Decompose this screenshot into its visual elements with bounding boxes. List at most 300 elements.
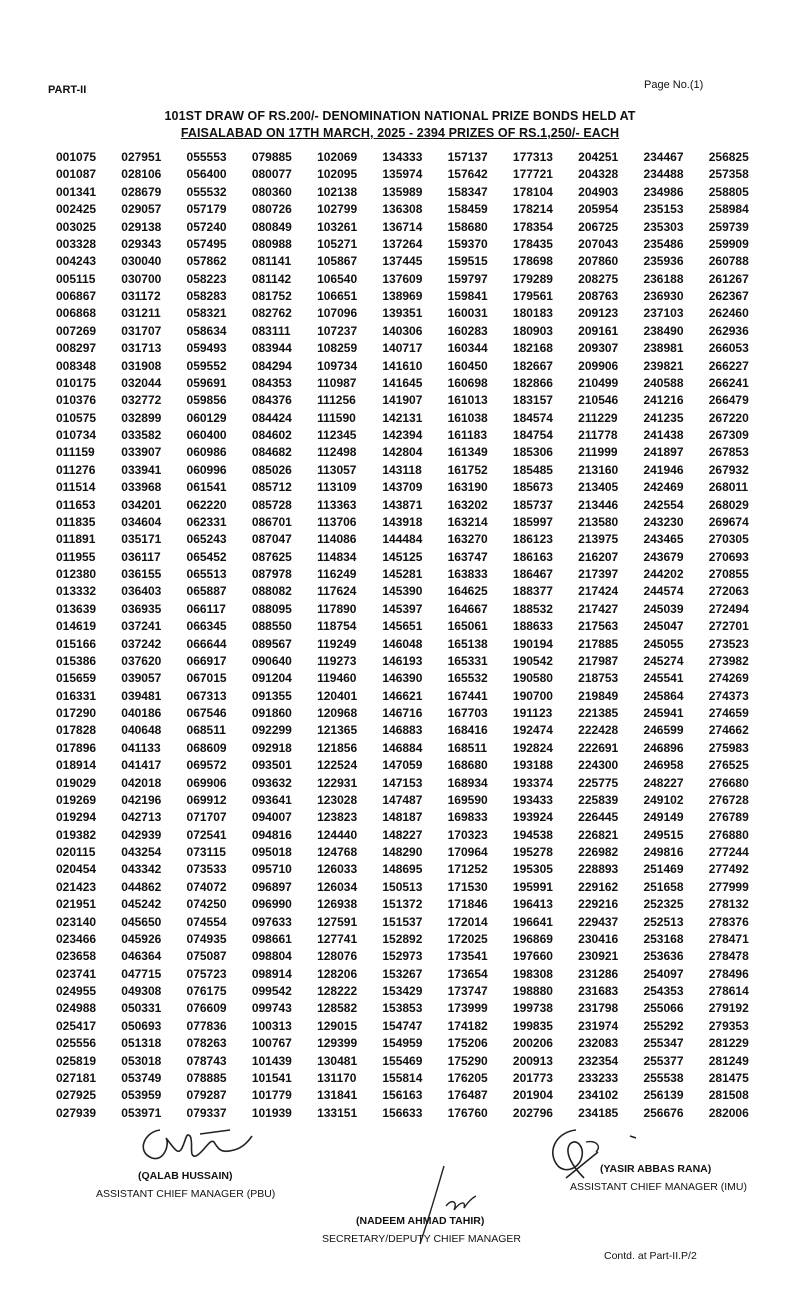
bond-number: 138969	[382, 289, 423, 303]
bond-number: 100767	[251, 1036, 292, 1051]
bond-number: 019269	[56, 792, 97, 807]
bond-number: 161183	[447, 428, 488, 442]
bond-number: 101541	[251, 1070, 292, 1085]
bond-number: 079287	[186, 1088, 227, 1103]
bond-number: 050693	[121, 1018, 162, 1033]
bond-number: 148227	[382, 827, 423, 842]
bond-number: 234467	[643, 150, 684, 164]
bond-number: 267932	[708, 462, 749, 477]
bond-number: 003025	[56, 219, 97, 234]
bond-number: 135974	[382, 167, 423, 182]
bond-number: 142804	[382, 445, 423, 460]
bond-number: 242554	[643, 497, 684, 512]
bond-number: 192474	[512, 723, 553, 738]
bond-number: 234185	[578, 1105, 619, 1120]
bond-number: 160031	[447, 306, 488, 321]
bond-number: 015166	[56, 636, 97, 651]
bond-number: 249816	[643, 845, 684, 859]
bond-number: 027181	[56, 1070, 97, 1085]
bond-number: 276680	[708, 775, 749, 790]
bond-number: 243465	[643, 532, 684, 547]
bond-number: 066917	[186, 653, 227, 668]
bond-number: 128222	[317, 984, 358, 998]
bond-number: 173999	[447, 1001, 488, 1016]
bond-number: 078743	[186, 1053, 227, 1068]
bond-number: 059856	[186, 393, 227, 408]
bond-number: 262460	[708, 306, 749, 321]
bond-number: 175290	[447, 1053, 488, 1068]
bond-number: 015386	[56, 653, 97, 668]
bond-number: 040648	[121, 723, 162, 738]
bond-number: 057240	[186, 219, 227, 234]
bond-number: 163202	[447, 497, 488, 512]
bond-number: 059691	[186, 375, 227, 390]
bond-number: 253168	[643, 931, 684, 946]
bond-number: 126034	[317, 879, 358, 894]
bond-number: 001087	[56, 167, 97, 182]
bond-number: 077836	[186, 1018, 227, 1033]
bond-number: 170323	[447, 827, 488, 842]
bond-number: 222691	[578, 740, 619, 755]
bond-number: 238490	[643, 323, 684, 338]
bond-number: 213580	[578, 514, 619, 529]
bond-number: 244574	[643, 584, 684, 599]
bond-number: 256825	[708, 150, 749, 164]
bond-number: 096897	[251, 879, 292, 894]
bond-number: 024988	[56, 1001, 97, 1016]
bond-number: 060129	[186, 410, 227, 425]
bond-number: 143709	[382, 480, 423, 495]
bond-number: 127741	[317, 931, 358, 946]
bond-number: 145125	[382, 549, 423, 564]
bond-number: 037241	[121, 619, 162, 634]
bond-number: 229216	[578, 897, 619, 912]
bond-number: 031211	[121, 306, 161, 321]
bond-number: 155469	[382, 1053, 423, 1068]
bond-number: 254097	[643, 966, 684, 981]
bond-number: 180183	[512, 306, 553, 321]
bond-number: 055532	[186, 184, 227, 199]
bond-number: 228893	[578, 862, 619, 877]
bond-number: 117624	[317, 584, 357, 599]
bond-number: 272063	[708, 584, 749, 599]
bond-number: 276728	[708, 792, 749, 807]
bond-number: 107237	[317, 323, 358, 338]
bond-number: 033907	[121, 445, 162, 460]
bond-number: 059552	[186, 358, 227, 373]
bond-number: 177721	[512, 167, 553, 182]
bond-number: 044862	[121, 879, 162, 894]
bond-number: 087047	[251, 532, 292, 547]
bond-number: 099542	[251, 984, 292, 998]
bond-number: 176205	[447, 1070, 488, 1085]
bond-number: 085026	[251, 462, 292, 477]
number-column	[709, 151, 774, 1119]
bond-number: 066117	[186, 601, 226, 616]
bond-number: 108259	[317, 341, 358, 356]
bond-number: 175206	[447, 1036, 488, 1051]
bond-number: 030700	[121, 271, 162, 286]
bond-number: 201773	[512, 1070, 553, 1085]
bond-number: 119273	[317, 653, 357, 668]
bond-number: 093501	[251, 758, 292, 773]
bond-number: 075087	[186, 949, 227, 964]
bond-number: 155814	[382, 1070, 423, 1085]
bond-number: 244202	[643, 567, 684, 581]
bond-number: 275983	[708, 740, 749, 755]
bond-number: 093632	[251, 775, 292, 790]
bond-number: 084353	[251, 375, 292, 390]
bond-number: 060986	[186, 445, 227, 460]
bond-number: 084682	[251, 445, 292, 460]
bond-number: 225775	[578, 775, 619, 790]
bond-number: 159370	[447, 236, 488, 251]
bond-number: 045926	[121, 931, 162, 946]
bond-number: 128206	[317, 966, 358, 981]
bond-number: 164625	[447, 584, 488, 599]
bond-number: 278471	[708, 931, 749, 946]
bond-number: 126938	[317, 897, 358, 912]
bond-number: 178698	[512, 254, 553, 269]
bond-number: 084424	[251, 410, 292, 425]
bond-number: 112345	[317, 428, 357, 442]
bond-number: 173541	[447, 949, 488, 964]
bond-number: 036155	[121, 567, 162, 581]
bond-number: 167441	[447, 688, 488, 703]
bond-number: 254353	[643, 984, 684, 998]
bond-number: 173654	[447, 966, 488, 981]
bond-number: 213446	[578, 497, 619, 512]
bond-number: 100313	[251, 1018, 292, 1033]
bond-number: 031908	[121, 358, 162, 373]
bond-number: 023658	[56, 949, 97, 964]
bond-number: 258984	[708, 202, 749, 217]
bond-number: 262936	[708, 323, 749, 338]
bond-number: 152973	[382, 949, 423, 964]
bond-number: 092299	[251, 723, 292, 738]
bond-number: 222428	[578, 723, 619, 738]
number-column	[448, 151, 513, 1119]
bond-number: 233233	[578, 1070, 619, 1085]
bond-number: 179289	[512, 271, 553, 286]
bond-number: 278478	[708, 949, 749, 964]
bond-number: 003328	[56, 236, 97, 251]
bond-number: 177313	[512, 150, 553, 164]
bond-number: 058321	[186, 306, 227, 321]
bond-number: 171846	[447, 897, 488, 912]
bond-number: 259739	[708, 219, 749, 234]
bond-number: 253636	[643, 949, 684, 964]
bond-number: 211778	[578, 428, 618, 442]
bond-number: 229437	[578, 914, 619, 929]
bond-number: 126033	[317, 862, 358, 877]
bond-number: 163747	[447, 549, 488, 564]
bond-number: 147153	[382, 775, 423, 790]
bond-number: 184574	[512, 410, 553, 425]
bond-number: 163270	[447, 532, 488, 547]
bond-number: 150513	[382, 879, 423, 894]
bond-number: 057179	[186, 202, 227, 217]
bond-number: 199835	[512, 1018, 553, 1033]
bond-number: 089567	[251, 636, 292, 651]
bond-number: 074935	[186, 931, 227, 946]
bond-number: 185306	[512, 445, 553, 460]
bond-number: 109734	[317, 358, 358, 373]
bond-number: 040186	[121, 706, 162, 720]
bond-number: 130481	[317, 1053, 358, 1068]
bond-number: 199738	[512, 1001, 553, 1016]
bond-number: 027951	[121, 150, 162, 164]
bond-number: 060400	[186, 428, 227, 442]
bond-number: 019294	[56, 810, 97, 825]
bond-number: 282006	[708, 1105, 749, 1120]
bond-number: 148187	[382, 810, 423, 825]
bond-number: 140306	[382, 323, 423, 338]
bond-number: 081141	[251, 254, 292, 269]
bond-number: 213160	[578, 462, 619, 477]
bond-number: 106651	[317, 289, 358, 303]
bond-number: 051318	[121, 1036, 162, 1051]
bond-number: 032772	[121, 393, 162, 408]
bond-number: 179561	[512, 289, 553, 303]
bond-number: 065887	[186, 584, 227, 599]
bond-number: 141907	[382, 393, 423, 408]
bond-number: 092918	[251, 740, 292, 755]
bond-number: 153267	[382, 966, 423, 981]
bond-number: 017896	[56, 740, 97, 755]
bond-number: 047715	[121, 966, 162, 981]
bond-number: 211229	[578, 410, 618, 425]
bond-number: 123028	[317, 792, 358, 807]
bond-number: 197660	[512, 949, 553, 964]
bond-number: 062220	[186, 497, 227, 512]
bond-number: 231286	[578, 966, 619, 981]
bond-number: 210499	[578, 375, 619, 390]
bond-number: 276880	[708, 827, 749, 842]
left-signatory-title: ASSISTANT CHIEF MANAGER (PBU)	[96, 1188, 276, 1200]
bond-number: 004243	[56, 254, 97, 269]
part-label: PART-II	[48, 84, 87, 96]
bond-number: 080988	[251, 236, 292, 251]
bond-number: 137445	[382, 254, 423, 269]
bond-number: 196869	[512, 931, 553, 946]
bond-number: 111590	[317, 410, 356, 425]
bond-number: 113706	[317, 514, 357, 529]
bond-number: 217397	[578, 567, 619, 581]
bond-number: 029138	[121, 219, 162, 234]
bond-number: 146716	[382, 706, 423, 720]
page-number: Page No.(1)	[644, 79, 704, 91]
bond-number: 146621	[382, 688, 423, 703]
bond-number: 023466	[56, 931, 97, 946]
bond-number: 190542	[512, 653, 553, 668]
bond-number: 099743	[251, 1001, 292, 1016]
bond-number: 182667	[512, 358, 553, 373]
bond-number: 210546	[578, 393, 619, 408]
bond-number: 085728	[251, 497, 292, 512]
bond-number: 029057	[121, 202, 162, 217]
bond-number: 256676	[643, 1105, 684, 1120]
bond-number: 238981	[643, 341, 684, 356]
bond-number: 006867	[56, 289, 97, 303]
bond-number: 098804	[251, 949, 292, 964]
bond-number: 243230	[643, 514, 684, 529]
bond-number: 154747	[382, 1018, 423, 1033]
bond-number: 234488	[643, 167, 684, 182]
bond-number: 020454	[56, 862, 97, 877]
bond-number: 087625	[251, 549, 292, 564]
center-signatory-name: (NADEEM AHMAD TAHIR)	[356, 1215, 485, 1227]
bond-number: 234986	[643, 184, 684, 199]
bond-number: 245274	[643, 653, 684, 668]
bond-number: 161038	[447, 410, 488, 425]
bond-number: 023140	[56, 914, 97, 929]
bond-number: 075723	[186, 966, 227, 981]
bond-number: 163833	[447, 567, 488, 581]
bond-number: 196413	[512, 897, 553, 912]
bond-number: 146193	[382, 653, 423, 668]
bond-number: 027925	[56, 1088, 97, 1103]
bond-number: 176760	[447, 1105, 488, 1120]
bond-number: 035171	[121, 532, 162, 547]
bond-number: 245864	[643, 688, 684, 703]
bond-number: 011955	[56, 549, 96, 564]
bond-number: 217885	[578, 636, 619, 651]
bond-number: 088550	[251, 619, 292, 634]
bond-number: 146884	[382, 740, 423, 755]
bond-number: 216207	[578, 549, 619, 564]
bond-number: 260788	[708, 254, 749, 269]
bond-number: 011835	[56, 514, 96, 529]
bond-number: 226445	[578, 810, 619, 825]
bond-number: 091860	[251, 706, 292, 720]
bond-number: 020115	[56, 845, 96, 859]
bond-number: 208275	[578, 271, 619, 286]
bond-number: 032899	[121, 410, 162, 425]
bond-number: 232354	[578, 1053, 619, 1068]
bond-number: 236930	[643, 289, 684, 303]
bond-number: 183157	[512, 393, 553, 408]
bond-number: 188532	[512, 601, 553, 616]
bond-number: 217424	[578, 584, 619, 599]
bond-number: 209307	[578, 341, 619, 356]
bond-number: 156163	[382, 1088, 423, 1103]
bond-number: 204328	[578, 167, 619, 182]
bond-number: 096990	[251, 897, 292, 912]
bond-number: 143918	[382, 514, 423, 529]
bond-number: 033968	[121, 480, 162, 495]
bond-number: 082762	[251, 306, 292, 321]
bond-number: 262367	[708, 289, 749, 303]
bond-number: 209123	[578, 306, 619, 321]
bond-number: 178214	[512, 202, 553, 217]
bond-number: 185485	[512, 462, 553, 477]
bond-number: 066644	[186, 636, 227, 651]
bond-number: 185997	[512, 514, 553, 529]
bond-number: 202796	[512, 1105, 553, 1120]
bond-number: 053018	[121, 1053, 162, 1068]
bond-number: 245941	[643, 706, 684, 720]
bond-number: 169833	[447, 810, 488, 825]
bond-number: 107096	[317, 306, 358, 321]
bond-number: 134333	[382, 150, 423, 164]
bond-number: 182168	[512, 341, 553, 356]
bond-number: 229162	[578, 879, 619, 894]
bond-number: 122524	[317, 758, 358, 773]
bond-number: 168934	[447, 775, 488, 790]
bond-number: 097633	[251, 914, 292, 929]
bond-number: 034201	[121, 497, 162, 512]
bond-number: 065452	[186, 549, 227, 564]
bond-number: 102799	[317, 202, 358, 217]
bond-number: 241438	[643, 428, 684, 442]
bond-number: 176487	[447, 1088, 488, 1103]
bond-number: 011653	[56, 497, 96, 512]
bond-number: 090640	[251, 653, 292, 668]
bond-number: 124440	[317, 827, 358, 842]
bond-number: 231798	[578, 1001, 619, 1016]
bond-number: 114086	[317, 532, 357, 547]
bond-number: 255377	[643, 1053, 684, 1068]
bond-number: 208763	[578, 289, 619, 303]
bond-number: 256139	[643, 1088, 684, 1103]
bond-number: 246599	[643, 723, 684, 738]
bond-number: 248227	[643, 775, 684, 790]
bond-number: 008348	[56, 358, 97, 373]
bond-number: 031713	[121, 341, 162, 356]
bond-number: 061541	[186, 480, 227, 495]
bond-number: 172025	[447, 931, 488, 946]
bond-number: 206725	[578, 219, 619, 234]
bond-number: 008297	[56, 341, 97, 356]
bond-number: 098661	[251, 931, 292, 946]
bond-number: 078885	[186, 1070, 227, 1085]
bond-number: 073533	[186, 862, 227, 877]
bond-number: 081142	[251, 271, 292, 286]
bond-number: 281475	[708, 1070, 749, 1085]
bond-number: 145390	[382, 584, 423, 599]
bond-number: 278496	[708, 966, 749, 981]
bond-number: 279192	[708, 1001, 749, 1016]
bond-number: 037242	[121, 636, 162, 651]
bond-number: 188377	[512, 584, 553, 599]
bond-number: 267220	[708, 410, 749, 425]
bond-number: 016331	[56, 688, 97, 703]
bond-number: 105867	[317, 254, 358, 269]
bond-number: 088082	[251, 584, 292, 599]
bond-number: 001075	[56, 150, 97, 164]
bond-number: 084376	[251, 393, 292, 408]
bond-number: 017828	[56, 723, 97, 738]
bond-number: 145651	[382, 619, 423, 634]
bond-number: 158680	[447, 219, 488, 234]
bond-number: 120401	[317, 688, 358, 703]
bond-number: 039481	[121, 688, 162, 703]
bond-number: 196641	[512, 914, 553, 929]
bond-number: 251658	[643, 879, 684, 894]
bond-number: 011891	[56, 532, 96, 547]
bond-number: 013332	[56, 584, 97, 599]
bond-number: 129015	[317, 1018, 358, 1033]
bond-number: 277999	[708, 879, 749, 894]
bond-number: 068609	[186, 740, 227, 755]
bond-number: 135989	[382, 184, 423, 199]
bond-number: 124768	[317, 845, 358, 859]
bond-number: 168416	[447, 723, 488, 738]
bond-number: 281229	[708, 1036, 749, 1051]
bond-number: 269674	[708, 514, 749, 529]
bond-number: 178354	[512, 219, 553, 234]
